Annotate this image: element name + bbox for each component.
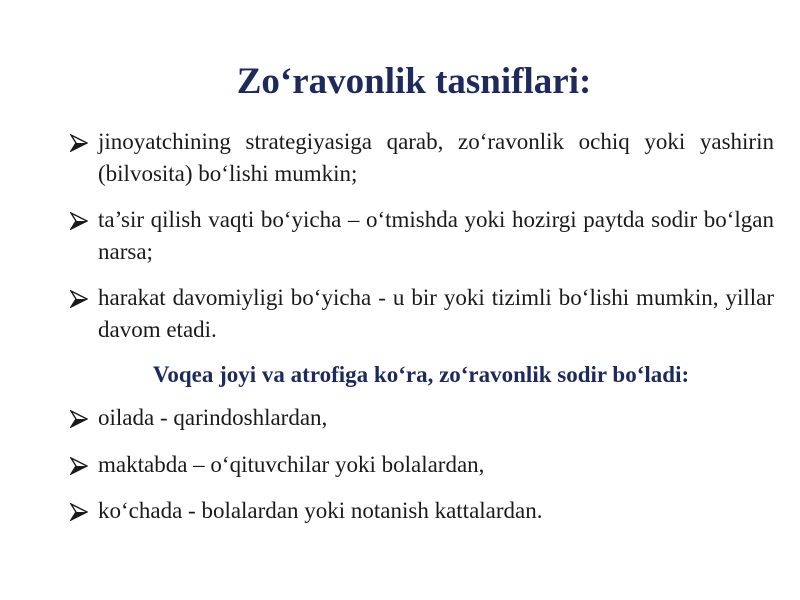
section-subheading: Voqea joyi va atrofiga ko‘ra, zo‘ravonlik sodir bo‘ladi: bbox=[152, 362, 690, 387]
arrowhead-bullet-icon bbox=[70, 134, 88, 152]
bullet-item bbox=[70, 282, 774, 346]
bullet-text: maktabda – o‘qituvchilar yoki bolalardan, bbox=[98, 452, 485, 477]
bullet-item bbox=[70, 204, 774, 268]
slide-title: Zo‘ravonlik tasniflari: bbox=[236, 61, 592, 102]
arrowhead-bullet-icon bbox=[70, 503, 88, 521]
bullet-item bbox=[70, 402, 774, 434]
arrowhead-bullet-icon bbox=[70, 410, 88, 428]
arrowhead-bullet-icon bbox=[70, 290, 88, 308]
arrowhead-bullet-icon bbox=[70, 212, 88, 230]
bullet-text: ko‘chada - bolalardan yoki notanish kattalardan. bbox=[98, 498, 543, 523]
bullet-text: ta’sir qilish vaqti bo‘yicha – o‘tmishda yoki hozirgi paytda sodir bo‘lgan narsa; bbox=[98, 207, 774, 264]
bullet-text: jinoyatchining strategiyasiga qarab, zo‘ravonlik ochiq yoki yashirin (bilvosita) bo‘lishi mumkin; bbox=[98, 129, 774, 186]
bullet-item bbox=[70, 495, 774, 527]
bullet-item bbox=[70, 126, 774, 190]
bullet-text: harakat davomiyligi bo‘yicha - u bir yoki tizimli bo‘lishi mumkin, yillar davom etadi. bbox=[98, 285, 774, 342]
bullet-item bbox=[70, 449, 774, 481]
arrowhead-bullet-icon bbox=[70, 457, 88, 475]
bullet-text: oilada - qarindoshlardan, bbox=[98, 405, 328, 430]
